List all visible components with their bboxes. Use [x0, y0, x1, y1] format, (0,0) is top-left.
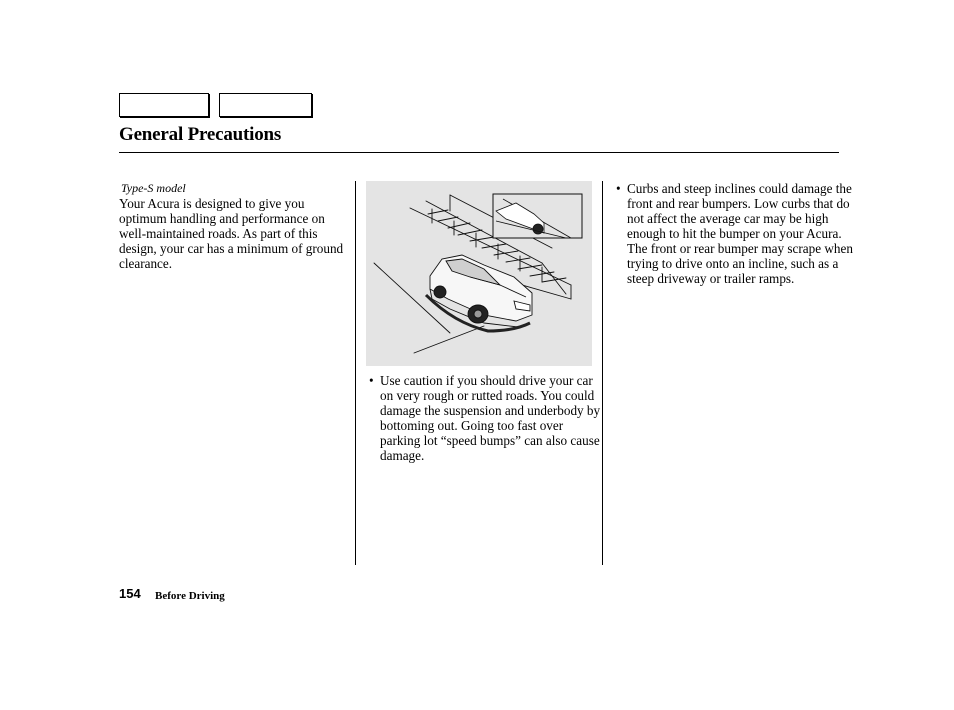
page-number: 154 [119, 586, 141, 601]
car-on-incline-illustration [366, 181, 592, 366]
model-subheading: Type-S model [121, 181, 186, 195]
rough-roads-text: Use caution if you should drive your car on very rough or rutted roads. You could damage the suspension and underbody by bottoming out. Going too fast over parking lot “speed bumps” can also cause damage. [380, 373, 601, 463]
nav-tab-2[interactable] [219, 93, 312, 117]
column-divider-1 [355, 181, 356, 565]
rough-roads-bullet [369, 373, 604, 463]
curbs-inclines-bullet [616, 181, 853, 286]
title-rule [119, 152, 839, 153]
intro-paragraph: Your Acura is designed to give you optimum handling and performance on well-maintained roads. As part of this design, your car has a minimum of ground clearance. [119, 196, 344, 271]
curbs-inclines-text: Curbs and steep inclines could damage the front and rear bumpers. Low curbs that do not affect the average car may be high enough to hit the bumper on your Acura. The front or rear bumper may scrape when trying to drive onto an incline, such as a steep driveway or trailer ramps. [627, 181, 853, 286]
bullet-dot: • [616, 181, 621, 196]
bullet-dot: • [369, 373, 374, 388]
nav-tab-1[interactable] [119, 93, 209, 117]
page-title: General Precautions [119, 124, 282, 145]
car-incline-drawing [366, 181, 592, 366]
section-name: Before Driving [155, 590, 225, 602]
